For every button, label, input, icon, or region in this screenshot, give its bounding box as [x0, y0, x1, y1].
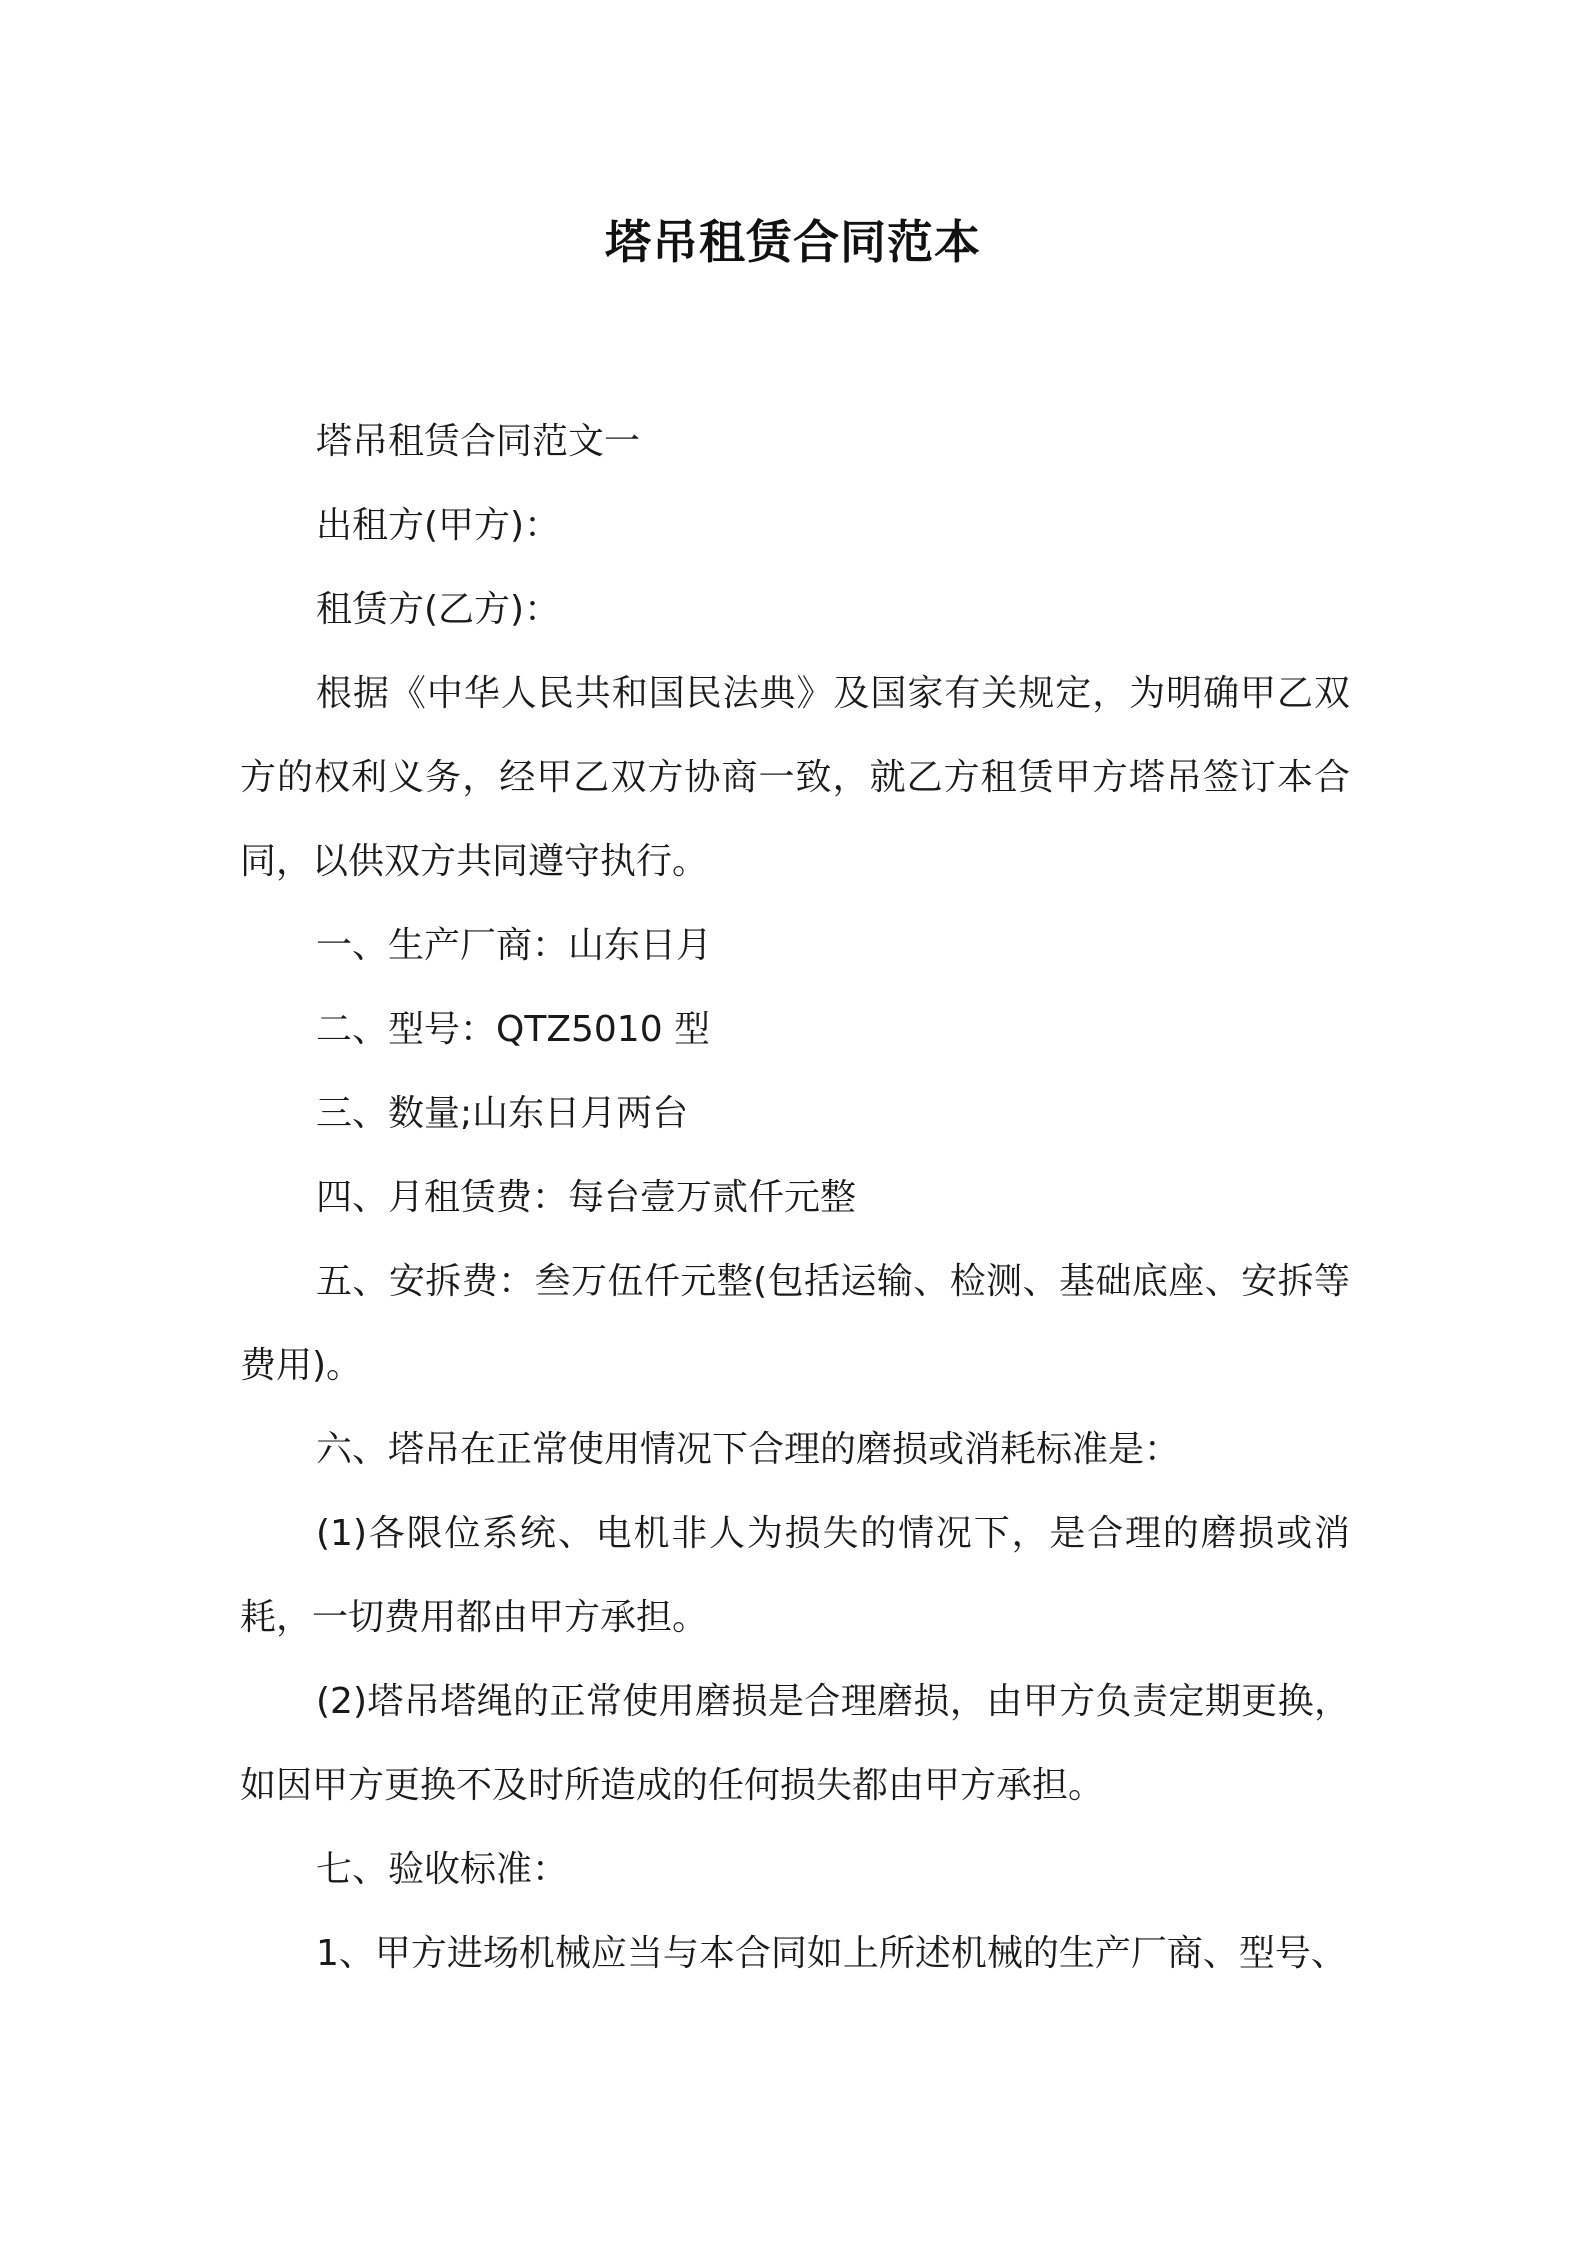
paragraph-quantity: 三、数量;山东日月两台 [316, 1093, 689, 1134]
paragraph-wear-item-2: (2)塔吊塔绳的正常使用磨损是合理磨损，由甲方负责定期更换，如因甲方更换不及时所造成的任何损失都由甲方承担。 [240, 1681, 1350, 1806]
paragraph-model: 二、型号：QTZ5010 型 [316, 1009, 711, 1050]
paragraph-manufacturer: 一、生产厂商：山东日月 [316, 925, 713, 966]
paragraph-wear-item-1: (1)各限位系统、电机非人为损失的情况下，是合理的磨损或消耗，一切费用都由甲方承担。 [240, 1513, 1350, 1638]
document-body [240, 400, 1350, 1996]
paragraph-acceptance-item-1: 1、甲方进场机械应当与本合同如上所述机械的生产厂商、型号、 [316, 1933, 1347, 1974]
paragraph-preamble: 根据《中华人民共和国民法典》及国家有关规定，为明确甲乙双方的权利义务，经甲乙双方协商一致，就乙方租赁甲方塔吊签订本合同，以供双方共同遵守执行。 [240, 673, 1350, 882]
paragraph-lessor: 出租方(甲方)： [316, 505, 561, 546]
paragraph-lessee: 租赁方(乙方)： [316, 589, 561, 630]
paragraph-acceptance: 七、验收标准： [316, 1849, 569, 1890]
paragraph-monthly-rent: 四、月租赁费：每台壹万贰仟元整 [316, 1177, 857, 1218]
document-title: 塔吊租赁合同范本 [605, 215, 981, 269]
paragraph-wear-standard: 六、塔吊在正常使用情况下合理的磨损或消耗标准是： [316, 1429, 1181, 1470]
paragraph-installation-fee: 五、安拆费：叁万伍仟元整(包括运输、检测、基础底座、安拆等费用)。 [240, 1261, 1350, 1386]
paragraph-subtitle: 塔吊租赁合同范文一 [316, 421, 641, 462]
